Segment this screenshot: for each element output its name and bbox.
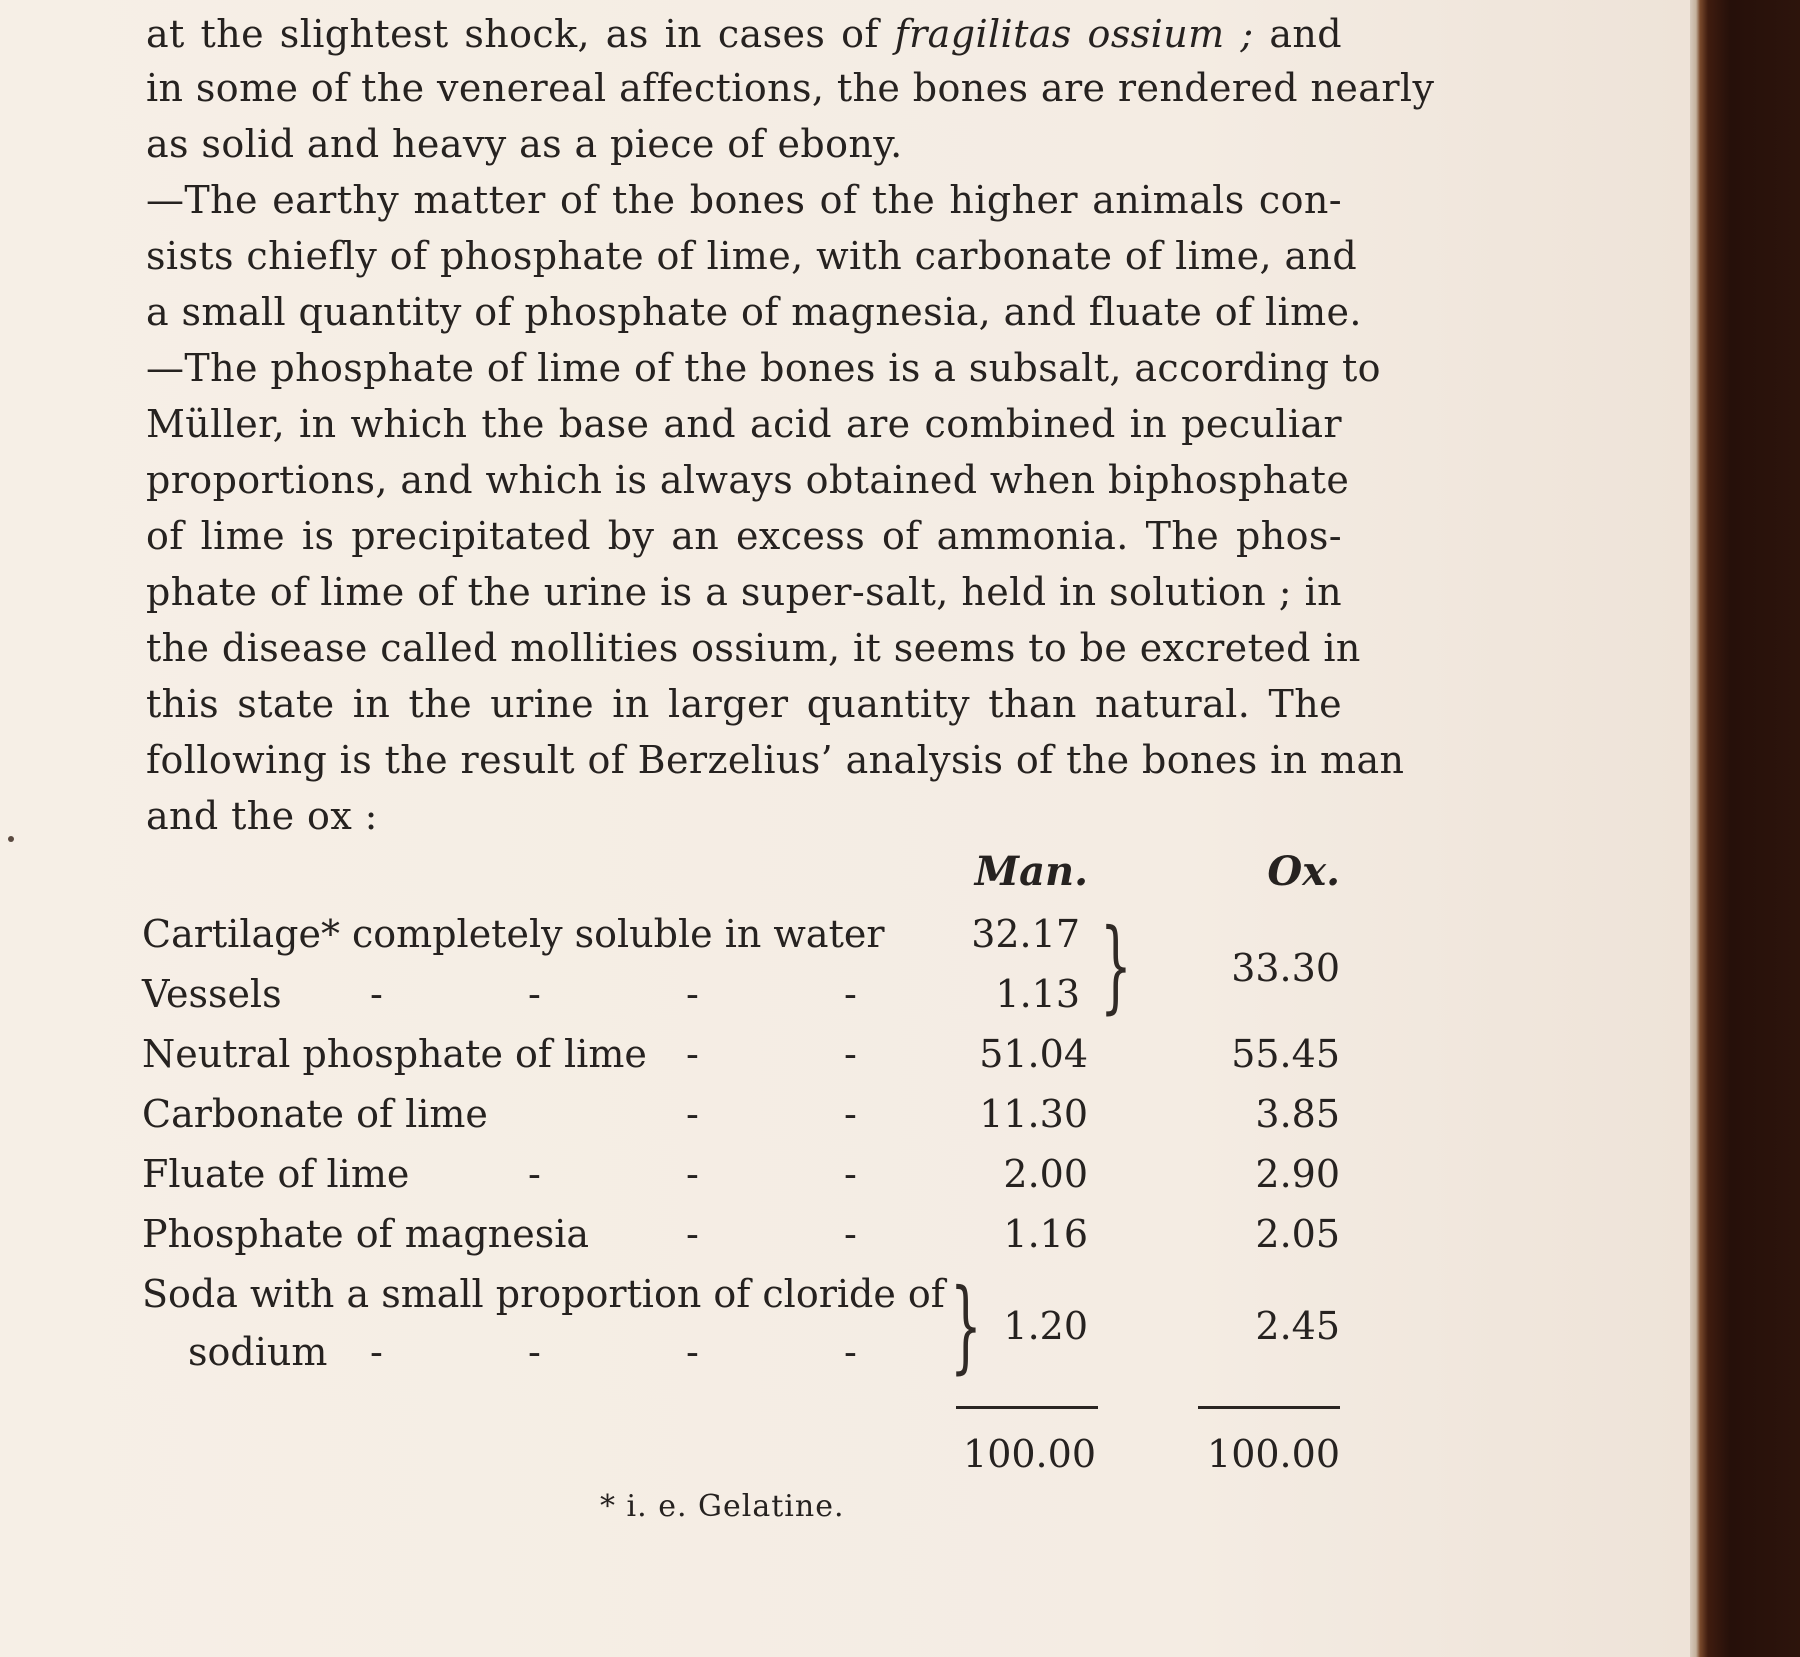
- table-cell-man: 32.17: [971, 912, 1080, 956]
- text-line: the disease called mollities ossium, it seems to be excreted in: [146, 626, 1361, 670]
- table-row-label: Cartilage* completely soluble in water: [142, 912, 885, 956]
- column-header-ox: Ox.: [1267, 848, 1340, 895]
- table-cell-man: 11.30: [979, 1092, 1088, 1136]
- table-cell-man: 2.00: [1003, 1152, 1088, 1196]
- curly-brace: }: [950, 1267, 982, 1384]
- table-cell-ox: 3.85: [1255, 1092, 1340, 1136]
- text-line: —The phosphate of lime of the bones is a subsalt, according to: [146, 346, 1381, 390]
- table-cell-man: 1.20: [1003, 1304, 1088, 1348]
- leader-dash: -: [844, 1212, 857, 1256]
- text-line: a small quantity of phosphate of magnesia, and fluate of lime.: [146, 290, 1362, 334]
- total-ox: 100.00: [1207, 1432, 1340, 1476]
- text-line: this state in the urine in larger quantity than natural. The: [146, 682, 1342, 726]
- text-line: phate of lime of the urine is a super-salt, held in solution ; in: [146, 570, 1342, 614]
- leader-dash: -: [370, 1330, 383, 1374]
- leader-dash: -: [686, 972, 699, 1016]
- table-row-label: Neutral phosphate of lime: [142, 1032, 647, 1076]
- leader-dash: -: [844, 1330, 857, 1374]
- text-line: proportions, and which is always obtained when biphosphate: [146, 458, 1350, 502]
- column-header-man: Man.: [974, 848, 1088, 895]
- table-row-label: Soda with a small proportion of cloride of: [142, 1272, 945, 1316]
- leader-dash: -: [844, 972, 857, 1016]
- table-row-label: Vessels: [142, 972, 282, 1016]
- book-cover-edge: [1690, 0, 1800, 1657]
- leader-dash: -: [844, 1092, 857, 1136]
- italic-term: fragilitas ossium ;: [894, 12, 1254, 56]
- leader-dash: -: [686, 1330, 699, 1374]
- footnote: * i. e. Gelatine.: [600, 1489, 845, 1524]
- text-line: in some of the venereal affections, the bones are rendered nearly: [146, 66, 1435, 110]
- table-cell-ox: 2.05: [1255, 1212, 1340, 1256]
- text-line: Müller, in which the base and acid are combined in peculiar: [146, 402, 1342, 446]
- text-line: sists chiefly of phosphate of lime, with carbonate of lime, and: [146, 234, 1358, 278]
- total-rule-ox: [1198, 1406, 1340, 1409]
- paper-speck: [8, 836, 14, 842]
- text-line: at the slightest shock, as in cases of fragilitas ossium ; and: [146, 12, 1343, 56]
- table-row-label: Carbonate of lime: [142, 1092, 488, 1136]
- leader-dash: -: [528, 1330, 541, 1374]
- table-cell-man: 1.13: [995, 972, 1080, 1016]
- text-line: and the ox :: [146, 794, 378, 838]
- text-line: —The earthy matter of the bones of the higher animals con-: [146, 178, 1342, 222]
- table-row-label-continued: sodium: [188, 1330, 328, 1374]
- table-cell-man: 1.16: [1003, 1212, 1088, 1256]
- leader-dash: -: [370, 972, 383, 1016]
- text-line: following is the result of Berzelius’ analysis of the bones in man: [146, 738, 1405, 782]
- text-line: of lime is precipitated by an excess of ammonia. The phos-: [146, 514, 1342, 558]
- leader-dash: -: [686, 1152, 699, 1196]
- leader-dash: -: [528, 972, 541, 1016]
- table-row-label: Phosphate of magnesia: [142, 1212, 590, 1256]
- table-cell-ox: 33.30: [1231, 946, 1340, 990]
- total-rule-man: [956, 1406, 1098, 1409]
- table-cell-ox: 2.90: [1255, 1152, 1340, 1196]
- leader-dash: -: [686, 1032, 699, 1076]
- leader-dash: -: [686, 1092, 699, 1136]
- leader-dash: -: [528, 1152, 541, 1196]
- leader-dash: -: [844, 1152, 857, 1196]
- curly-brace: }: [1100, 907, 1132, 1024]
- text-line: as solid and heavy as a piece of ebony.: [146, 122, 903, 166]
- table-cell-ox: 55.45: [1231, 1032, 1340, 1076]
- leader-dash: -: [686, 1212, 699, 1256]
- total-man: 100.00: [963, 1432, 1096, 1476]
- table-row-label: Fluate of lime: [142, 1152, 410, 1196]
- table-cell-man: 51.04: [979, 1032, 1088, 1076]
- leader-dash: -: [844, 1032, 857, 1076]
- table-cell-ox: 2.45: [1255, 1304, 1340, 1348]
